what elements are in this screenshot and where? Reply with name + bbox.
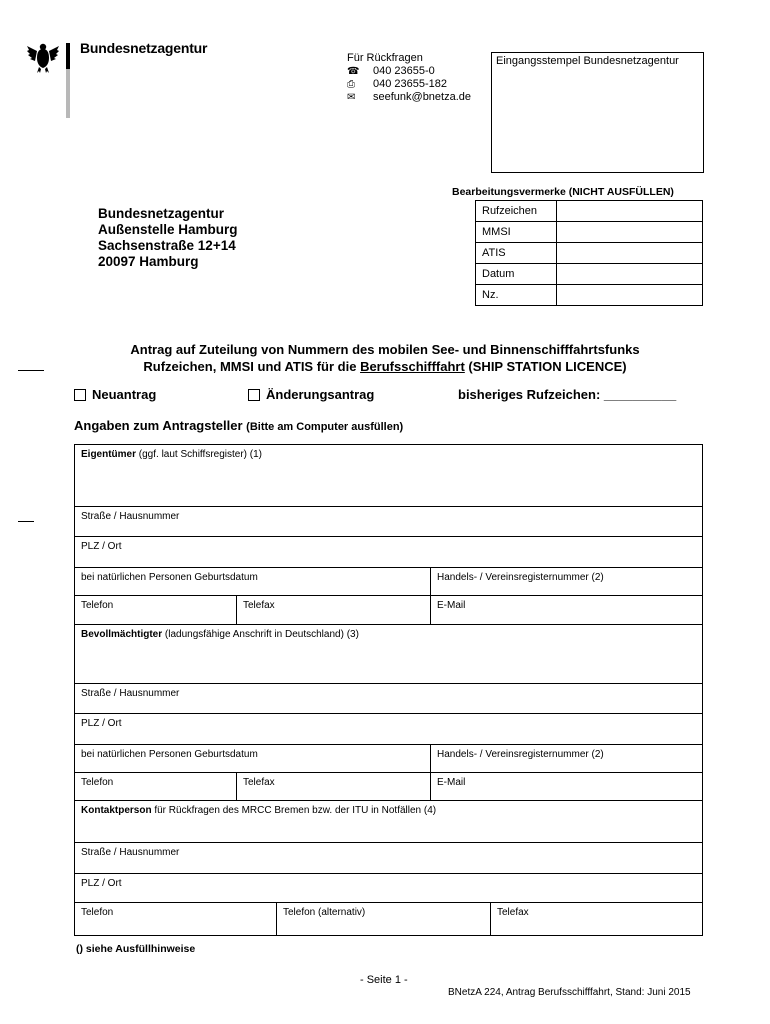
title-line-1: Antrag auf Zuteilung von Nummern des mobilen See- und Binnenschifffahrtsfunks bbox=[130, 342, 640, 357]
contact-plz-field[interactable]: PLZ / Ort bbox=[81, 878, 122, 889]
contact-label: Für Rückfragen bbox=[347, 52, 423, 64]
contact-person-field[interactable] bbox=[75, 801, 702, 842]
change-application-label: Änderungsantrag bbox=[266, 387, 375, 402]
owner-phone-field[interactable]: Telefon bbox=[81, 600, 114, 611]
contact-street-field[interactable]: Straße / Hausnummer bbox=[81, 847, 180, 858]
title-underlined: Berufsschifffahrt bbox=[360, 359, 465, 374]
agent-birthdate-field[interactable]: bei natürlichen Personen Geburtsdatum bbox=[81, 749, 258, 760]
proc-label-callsign: Rufzeichen bbox=[476, 201, 557, 222]
change-application-option[interactable] bbox=[248, 387, 374, 402]
contact-phone-alt-field[interactable]: Telefon (alternativ) bbox=[276, 903, 490, 935]
logo-bar bbox=[66, 43, 70, 118]
agent-field[interactable] bbox=[75, 625, 702, 683]
section-title bbox=[74, 418, 403, 433]
proc-label-atis: ATIS bbox=[476, 243, 557, 264]
form-title bbox=[60, 341, 710, 375]
proc-label-ref: Nz. bbox=[476, 285, 557, 306]
contact-person-label: Kontaktperson bbox=[81, 805, 152, 816]
owner-street-field[interactable]: Straße / Hausnummer bbox=[81, 511, 180, 522]
proc-field bbox=[557, 222, 703, 243]
proc-field bbox=[557, 285, 703, 306]
owner-row[interactable] bbox=[75, 445, 702, 506]
new-application-option[interactable] bbox=[74, 387, 156, 402]
address-line: Außenstelle Hamburg bbox=[98, 222, 238, 237]
receipt-stamp-box bbox=[491, 52, 704, 173]
title-text: Rufzeichen, MMSI und ATIS für die bbox=[143, 359, 361, 374]
contact-fax-field[interactable]: Telefax bbox=[490, 903, 702, 935]
contact-phone-field[interactable]: Telefon bbox=[81, 907, 114, 918]
agent-register-field[interactable]: Handels- / Vereinsregisternummer (2) bbox=[430, 745, 702, 772]
title-line-2 bbox=[60, 358, 710, 375]
owner-birthdate-field[interactable]: bei natürlichen Personen Geburtsdatum bbox=[81, 572, 258, 583]
owner-email-field[interactable]: E-Mail bbox=[430, 596, 702, 624]
proc-field bbox=[557, 264, 703, 285]
owner-label: Eigentümer bbox=[81, 449, 137, 460]
stamp-label: Eingangsstempel Bundesnetzagentur bbox=[496, 55, 679, 67]
new-application-label: Neuantrag bbox=[92, 387, 157, 402]
proc-label-date: Datum bbox=[476, 264, 557, 285]
previous-callsign-field[interactable] bbox=[458, 387, 676, 402]
agent-phone-field[interactable]: Telefon bbox=[81, 777, 114, 788]
new-application-checkbox[interactable] bbox=[74, 389, 86, 401]
processing-notes-title: Bearbeitungsvermerke (NICHT AUSFÜLLEN) bbox=[452, 186, 674, 198]
agent-email-field[interactable]: E-Mail bbox=[430, 773, 702, 800]
agent-hint: (ladungsfähige Anschrift in Deutschland) (3) bbox=[162, 629, 359, 640]
change-application-checkbox[interactable] bbox=[248, 389, 260, 401]
address-line: Bundesnetzagentur bbox=[98, 206, 225, 221]
agent-label: Bevollmächtigter bbox=[81, 629, 163, 640]
contact-info bbox=[347, 52, 471, 104]
proc-label-mmsi: MMSI bbox=[476, 222, 557, 243]
federal-eagle-icon bbox=[26, 40, 60, 74]
owner-field[interactable] bbox=[75, 445, 702, 506]
phone-icon: ☎ bbox=[347, 66, 360, 77]
logo-text: Bundesnetzagentur bbox=[80, 40, 208, 56]
agent-plz-field[interactable]: PLZ / Ort bbox=[81, 718, 122, 729]
contact-fax: 040 23655-182 bbox=[373, 78, 448, 90]
section-subtitle: (Bitte am Computer ausfüllen) bbox=[246, 421, 404, 433]
page-number: - Seite 1 - bbox=[360, 974, 408, 986]
contact-email: seefunk@bnetza.de bbox=[373, 91, 472, 103]
proc-field bbox=[557, 243, 703, 264]
hole-mark bbox=[18, 521, 34, 522]
owner-hint: (ggf. laut Schiffsregister) (1) bbox=[136, 449, 262, 460]
applicant-form bbox=[74, 444, 703, 936]
address-line: 20097 Hamburg bbox=[98, 254, 199, 269]
owner-fax-field[interactable]: Telefax bbox=[236, 596, 430, 624]
title-text: (SHIP STATION LICENCE) bbox=[464, 359, 627, 374]
contact-phone: 040 23655-0 bbox=[373, 65, 435, 77]
owner-plz-field[interactable]: PLZ / Ort bbox=[81, 541, 122, 552]
recipient-address bbox=[98, 206, 238, 270]
processing-notes-table bbox=[475, 200, 703, 306]
address-line: Sachsenstraße 12+14 bbox=[98, 238, 236, 253]
email-icon: ✉ bbox=[347, 92, 356, 103]
agent-fax-field[interactable]: Telefax bbox=[236, 773, 430, 800]
owner-register-field[interactable]: Handels- / Vereinsregisternummer (2) bbox=[430, 568, 702, 595]
previous-callsign-label: bisheriges Rufzeichen: __________ bbox=[458, 387, 677, 402]
contact-person-hint: für Rückfragen des MRCC Bremen bzw. der ITU in Notfällen (4) bbox=[151, 805, 437, 816]
footnote: () siehe Ausfüllhinweise bbox=[76, 943, 196, 955]
footer-reference: BNetzA 224, Antrag Berufsschifffahrt, Stand: Juni 2015 bbox=[448, 987, 691, 998]
section-title-text: Angaben zum Antragsteller bbox=[74, 418, 247, 433]
agent-street-field[interactable]: Straße / Hausnummer bbox=[81, 688, 180, 699]
fax-icon: ⎙ bbox=[347, 79, 355, 90]
proc-field bbox=[557, 201, 703, 222]
fold-mark bbox=[18, 370, 44, 371]
